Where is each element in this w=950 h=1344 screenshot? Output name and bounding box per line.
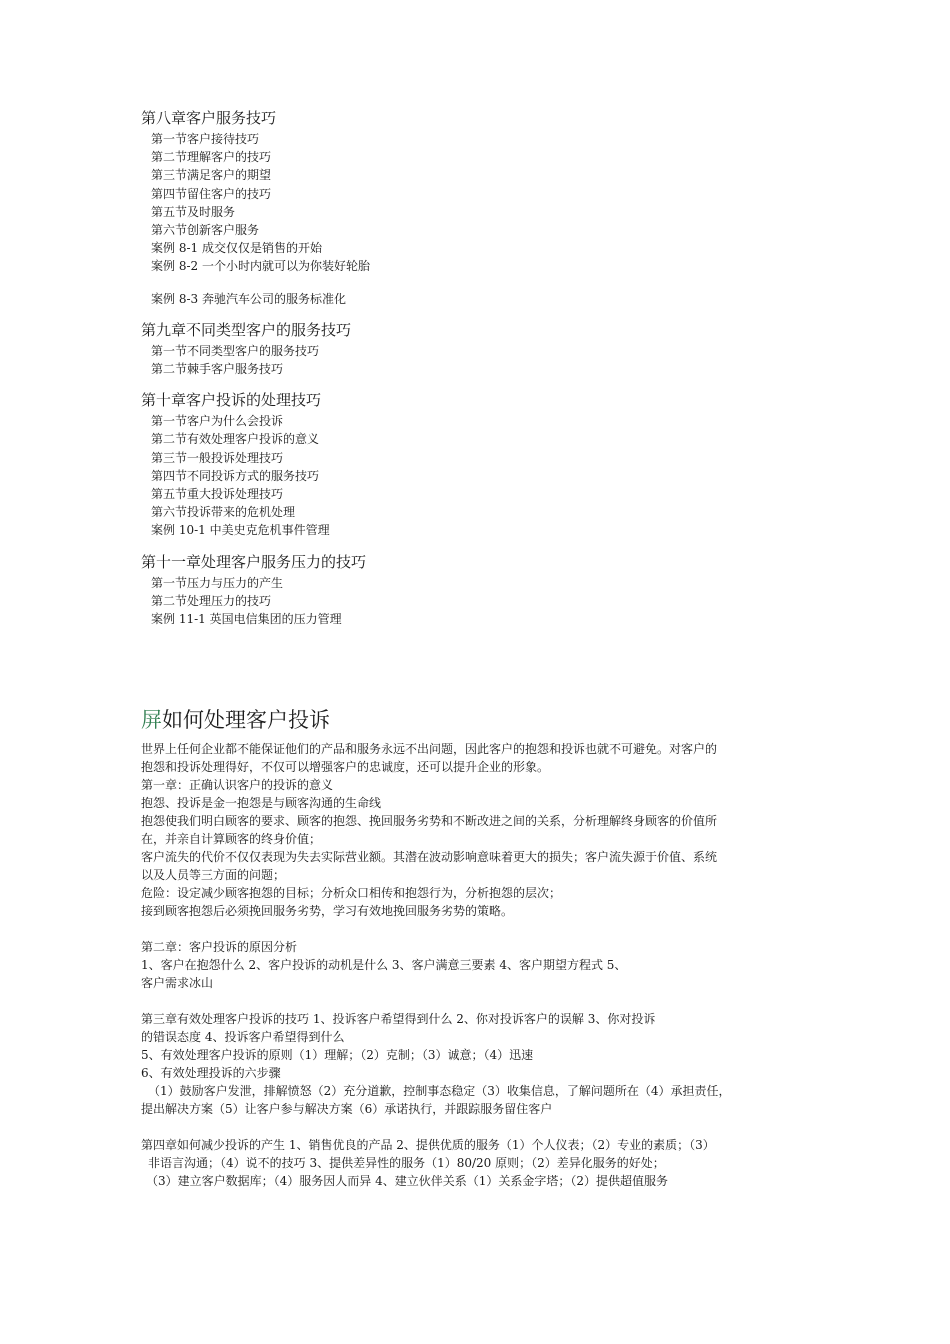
paragraph-line: 抱怨和投诉处理得好，不仅可以增强客户的忠诚度，还可以提升企业的形象。 — [141, 760, 550, 774]
toc-item: 第四节不同投诉方式的服务技巧 — [151, 468, 320, 483]
title-mark: 屏 — [141, 708, 162, 732]
paragraph-line: 接到顾客抱怨后必须挽回服务劣势，学习有效地挽回服务劣势的策略。 — [141, 904, 514, 918]
toc-chapter-9 — [141, 320, 841, 378]
paragraph-line: 的错误态度 4、投诉客户希望得到什么 — [141, 1030, 345, 1044]
paragraph-line: 5、有效处理客户投诉的原则（1）理解；（2）克制；（3）诚意；（4）迅速 — [141, 1048, 534, 1062]
toc-item: 第一节客户接待技巧 — [151, 132, 260, 146]
paragraph-line: 提出解决方案（5）让客户参与解决方案（6）承诺执行，并跟踪服务留住客户 — [141, 1102, 553, 1116]
toc-chapter-10 — [141, 390, 841, 539]
toc-item: 第三节一般投诉处理技巧 — [151, 450, 284, 465]
chapter-heading: 第九章不同类型客户的服务技巧 — [141, 320, 352, 339]
toc-item: 第二节有效处理客户投诉的意义 — [151, 432, 320, 447]
title-text: 如何处理客户投诉 — [162, 708, 330, 732]
toc-chapter-8 — [141, 108, 841, 308]
chapter-heading: 第八章客户服务技巧 — [141, 109, 277, 127]
toc-item: 第二节处理压力的技巧 — [151, 593, 272, 608]
toc-item: 第一节客户为什么会投诉 — [151, 414, 284, 429]
toc-item: 第五节及时服务 — [151, 204, 236, 219]
paragraph-line: 客户流失的代价不仅仅表现为失去实际营业额。其潜在波动影响意味着更大的损失；客户流失源于价值、系统 — [141, 850, 718, 864]
toc-item: 第一节压力与压力的产生 — [151, 575, 284, 590]
paragraph-line: 第一章：正确认识客户的投诉的意义 — [141, 778, 334, 792]
chapter-heading: 第十章客户投诉的处理技巧 — [141, 391, 322, 410]
paragraph-line: 抱怨使我们明白顾客的要求、顾客的抱怨、挽回服务劣势和不断改进之间的关系，分析理解终身顾客的价值所 — [141, 814, 718, 828]
toc-item: 案例 8-2 一个小时内就可以为你装好轮胎 — [151, 259, 370, 274]
chapter-heading: 第十一章处理客户服务压力的技巧 — [141, 552, 367, 571]
toc-item: 第六节投诉带来的危机处理 — [151, 505, 296, 520]
toc-item: 案例 10-1 中美史克危机事件管理 — [151, 523, 330, 538]
paragraph-line: 第四章如何减少投诉的产生 1、销售优良的产品 2、提供优质的服务（1）个人仪表；（2）专业的素质；（3） — [141, 1138, 715, 1152]
toc-chapter-11 — [141, 552, 841, 629]
paragraph-line: 1、客户在抱怨什么 2、客户投诉的动机是什么 3、客户满意三要素 4、客户期望方程式 5、 — [141, 958, 627, 972]
paragraph-line: 6、有效处理投诉的六步骤 — [141, 1066, 281, 1080]
paragraph-line: 第三章有效处理客户投诉的技巧 1、投诉客户希望得到什么 2、你对投诉客户的误解 3、你对投诉 — [141, 1012, 656, 1026]
paragraph-line: （3）建立客户数据库；（4）服务因人而异 4、建立伙伴关系（1）关系金字塔；（2）提供超值服务 — [146, 1174, 668, 1188]
toc-item: 第三节满足客户的期望 — [151, 168, 272, 183]
toc-item: 案例 11-1 英国电信集团的压力管理 — [151, 612, 342, 627]
toc-item: 第二节理解客户的技巧 — [151, 150, 272, 165]
article — [141, 706, 831, 1190]
toc-item: 第五节重大投诉处理技巧 — [151, 487, 284, 502]
table-of-contents — [141, 108, 841, 628]
toc-item: 第六节创新客户服务 — [151, 223, 260, 238]
toc-item: 案例 8-3 奔驰汽车公司的服务标准化 — [151, 291, 346, 306]
article-title — [141, 706, 831, 734]
paragraph-line: 非语言沟通；（4）说不的技巧 3、提供差异性的服务（1）80/20 原则；（2）差异化服务的好处； — [148, 1156, 665, 1170]
paragraph-line: 在，并亲自计算顾客的终身价值； — [141, 832, 322, 846]
toc-item: 第四节留住客户的技巧 — [151, 186, 272, 201]
paragraph-line: 危险：设定减少顾客抱怨的目标；分析众口相传和抱怨行为，分析抱怨的层次； — [141, 886, 562, 900]
toc-item: 第一节不同类型客户的服务技巧 — [151, 343, 320, 358]
toc-item: 案例 8-1 成交仅仅是销售的开始 — [151, 241, 322, 256]
paragraph-line: 世界上任何企业都不能保证他们的产品和服务永远不出问题，因此客户的抱怨和投诉也就不可避免。对客户的 — [141, 742, 718, 756]
paragraph-line: 客户需求冰山 — [141, 976, 214, 990]
paragraph-line: 抱怨、投诉是金一抱怨是与顾客沟通的生命线 — [141, 796, 382, 810]
paragraph-line: （1）鼓励客户发泄，排解愤怒（2）充分道歉，控制事态稳定（3）收集信息，了解问题所在（4）承担责任， — [148, 1084, 731, 1098]
paragraph-line: 第二章：客户投诉的原因分析 — [141, 940, 298, 954]
paragraph-line: 以及人员等三方面的问题； — [141, 868, 286, 882]
toc-item: 第二节棘手客户服务技巧 — [151, 362, 284, 377]
